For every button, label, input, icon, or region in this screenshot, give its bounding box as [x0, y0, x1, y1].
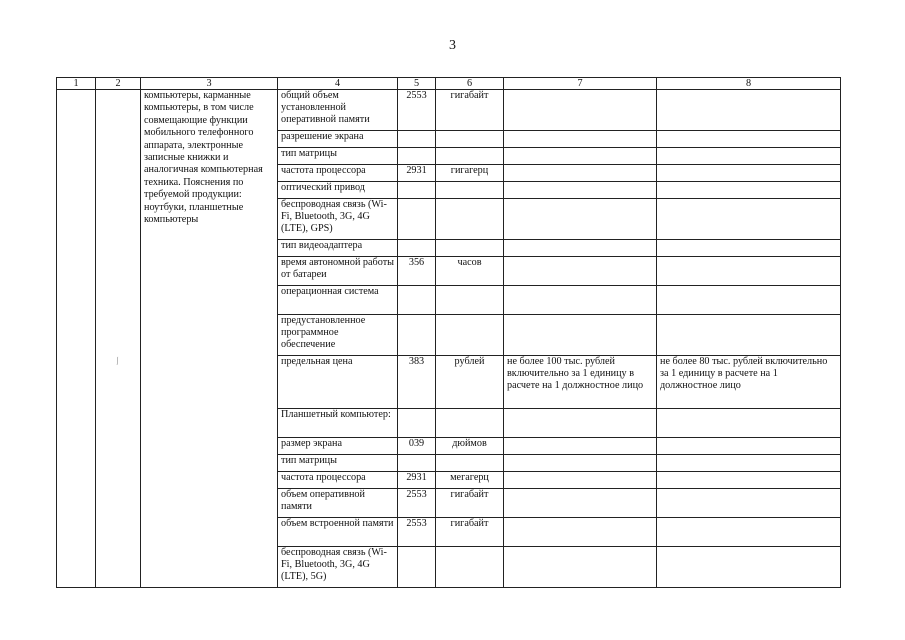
characteristic-cell: тип видеоадаптера [278, 240, 398, 257]
unit-cell: гигагерц [436, 165, 504, 182]
value7-cell [504, 90, 657, 131]
code-cell [398, 409, 436, 438]
characteristic-cell: операционная система [278, 286, 398, 315]
value8-cell [657, 148, 841, 165]
code-cell [398, 315, 436, 356]
unit-cell: гигабайт [436, 90, 504, 131]
code-cell [398, 182, 436, 199]
code-cell [398, 286, 436, 315]
code-cell: 2553 [398, 489, 436, 518]
value8-cell [657, 315, 841, 356]
value7-cell [504, 148, 657, 165]
unit-cell [436, 286, 504, 315]
header-cell: 3 [141, 78, 278, 90]
value7-cell [504, 315, 657, 356]
code-cell [398, 455, 436, 472]
margin-mark: ⁄ [114, 356, 122, 367]
value7-cell [504, 286, 657, 315]
characteristic-cell: тип матрицы [278, 455, 398, 472]
characteristic-cell: Планшетный компьютер: [278, 409, 398, 438]
value7-cell [504, 182, 657, 199]
value8-cell [657, 409, 841, 438]
unit-cell [436, 315, 504, 356]
value7-cell [504, 518, 657, 547]
value7-cell [504, 131, 657, 148]
value8-cell [657, 547, 841, 588]
code-cell [398, 199, 436, 240]
value7-cell [504, 409, 657, 438]
unit-cell: мегагерц [436, 472, 504, 489]
code-cell [398, 148, 436, 165]
value8-cell [657, 286, 841, 315]
unit-cell [436, 409, 504, 438]
characteristic-cell: размер экрана [278, 438, 398, 455]
value7-cell [504, 455, 657, 472]
value8-cell [657, 165, 841, 182]
code-cell: 2931 [398, 472, 436, 489]
unit-cell [436, 131, 504, 148]
code-cell [398, 240, 436, 257]
code-cell: 2931 [398, 165, 436, 182]
unit-cell [436, 547, 504, 588]
header-cell: 1 [57, 78, 96, 90]
characteristic-cell: частота процессора [278, 472, 398, 489]
category-description: компьютеры, карманные компьютеры, в том числе совмещающие функции мобильного телефонного аппарата, электронные записные книжки и аналогичная компьютерная техника. Пояснения по требуемой продукции: ноутбуки, планшетные компьютеры [141, 90, 278, 588]
characteristic-cell: тип матрицы [278, 148, 398, 165]
value7-cell [504, 257, 657, 286]
unit-cell [436, 199, 504, 240]
unit-cell [436, 240, 504, 257]
characteristic-cell: беспроводная связь (Wi-Fi, Bluetooth, 3G, 4G (LTE), 5G) [278, 547, 398, 588]
characteristic-cell: общий объем установленной оперативной памяти [278, 90, 398, 131]
value7-cell: не более 100 тыс. рублей включительно за 1 единицу в расчете на 1 должностное лицо [504, 356, 657, 409]
value8-cell [657, 90, 841, 131]
code-cell: 356 [398, 257, 436, 286]
characteristic-cell: объем оперативной памяти [278, 489, 398, 518]
header-row [57, 78, 841, 90]
unit-cell [436, 182, 504, 199]
value8-cell [657, 455, 841, 472]
code-cell: 383 [398, 356, 436, 409]
value8-cell [657, 518, 841, 547]
characteristic-cell: беспроводная связь (Wi-Fi, Bluetooth, 3G, 4G (LTE), GPS) [278, 199, 398, 240]
characteristic-cell: разрешение экрана [278, 131, 398, 148]
value8-cell [657, 199, 841, 240]
code-cell: 039 [398, 438, 436, 455]
table-body [57, 90, 841, 588]
value8-cell [657, 240, 841, 257]
value8-cell [657, 472, 841, 489]
unit-cell: гигабайт [436, 489, 504, 518]
value7-cell [504, 489, 657, 518]
characteristic-cell: предельная цена [278, 356, 398, 409]
value8-cell: не более 80 тыс. рублей включительно за 1 единицу в расчете на 1 должностное лицо [657, 356, 841, 409]
header-cell: 2 [96, 78, 141, 90]
unit-cell [436, 455, 504, 472]
col1-cell [57, 90, 96, 588]
unit-cell: гигабайт [436, 518, 504, 547]
header-cell: 6 [436, 78, 504, 90]
characteristic-cell: объем встроенной памяти [278, 518, 398, 547]
code-cell [398, 131, 436, 148]
spec-table [56, 77, 841, 588]
unit-cell: рублей [436, 356, 504, 409]
header-cell: 8 [657, 78, 841, 90]
unit-cell: дюймов [436, 438, 504, 455]
unit-cell: часов [436, 257, 504, 286]
code-cell: 2553 [398, 518, 436, 547]
characteristic-cell: предустановленное программное обеспечение [278, 315, 398, 356]
table-row [57, 90, 841, 131]
value7-cell [504, 240, 657, 257]
value7-cell [504, 165, 657, 182]
value8-cell [657, 131, 841, 148]
value7-cell [504, 199, 657, 240]
value7-cell [504, 547, 657, 588]
code-cell [398, 547, 436, 588]
value8-cell [657, 489, 841, 518]
header-cell: 7 [504, 78, 657, 90]
code-cell: 2553 [398, 90, 436, 131]
characteristic-cell: время автономной работы от батареи [278, 257, 398, 286]
characteristic-cell: оптический привод [278, 182, 398, 199]
value7-cell [504, 472, 657, 489]
col2-cell [96, 90, 141, 588]
page-number: 3 [449, 38, 456, 53]
value7-cell [504, 438, 657, 455]
characteristic-cell: частота процессора [278, 165, 398, 182]
value8-cell [657, 182, 841, 199]
value8-cell [657, 438, 841, 455]
unit-cell [436, 148, 504, 165]
value8-cell [657, 257, 841, 286]
header-cell: 5 [398, 78, 436, 90]
header-cell: 4 [278, 78, 398, 90]
